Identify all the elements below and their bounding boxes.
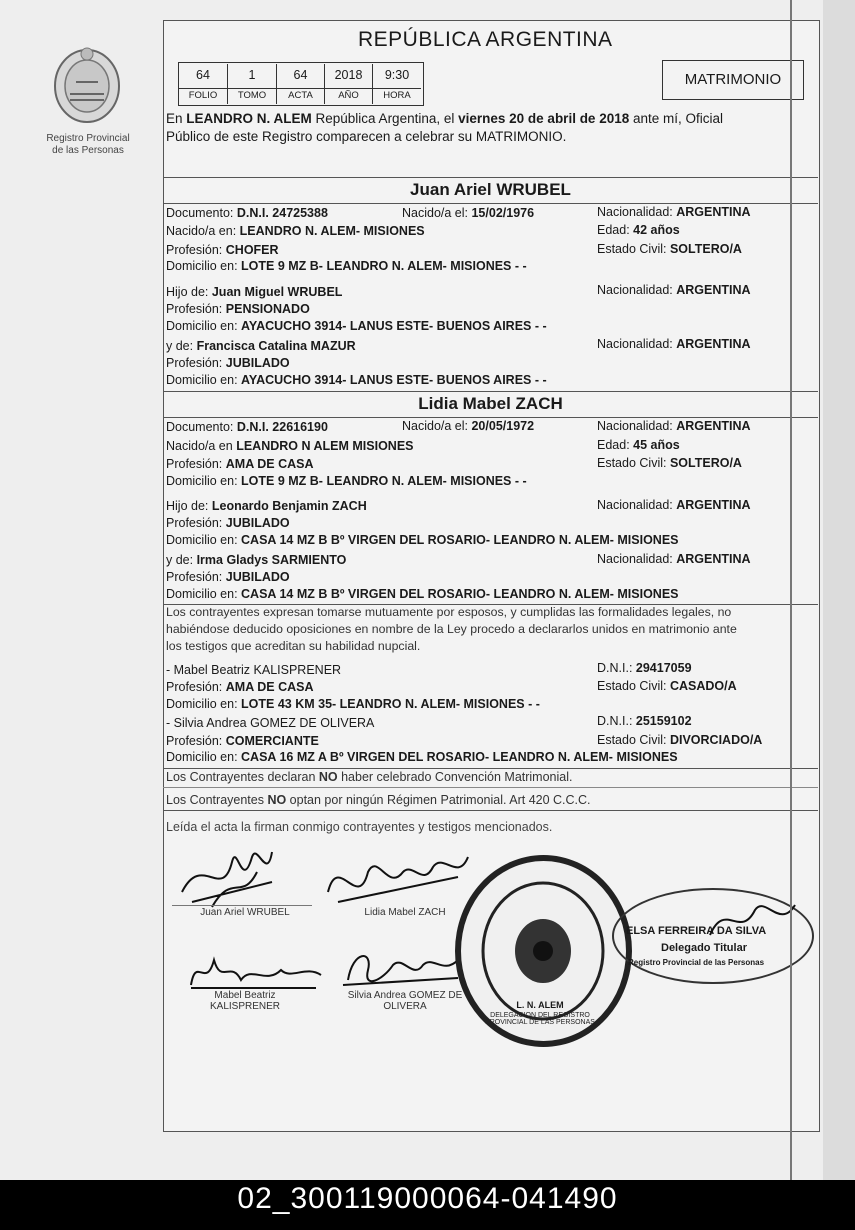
intro-place: LEANDRO N. ALEM xyxy=(186,111,312,126)
tomo-value: 1 xyxy=(248,68,256,82)
father-label: Hijo de: xyxy=(166,499,212,513)
prof-value: PENSIONADO xyxy=(225,302,310,316)
prof-label: Profesión: xyxy=(166,516,226,530)
spouse1-place xyxy=(166,224,425,238)
spouse1-father-addr xyxy=(166,319,547,333)
addr-value: CASA 14 MZ B Bº VIRGEN DEL ROSARIO- LEANDRO N. ALEM- MISIONES xyxy=(241,587,679,601)
witness2-dni xyxy=(597,714,692,728)
prof-value: AMA DE CASA xyxy=(225,680,314,694)
spouse2-name: Lidia Mabel ZACH xyxy=(418,394,563,413)
spouse2-born xyxy=(402,419,534,433)
cell-folio xyxy=(179,64,228,104)
cell-acta xyxy=(277,64,325,104)
place-value: LEANDRO N ALEM MISIONES xyxy=(236,439,414,453)
spouse1-name: Juan Ariel WRUBEL xyxy=(410,180,571,199)
divider xyxy=(163,203,818,204)
prof-label: Profesión: xyxy=(166,457,226,471)
signature-4-caption xyxy=(330,990,480,1012)
signature-3-caption xyxy=(190,990,300,1012)
mother-label: y de: xyxy=(166,339,197,353)
reading-line: Leída el acta la firman conmigo contrayentes y testigos mencionados. xyxy=(166,820,553,834)
civil-value: SOLTERO/A xyxy=(669,456,742,470)
father-label: Hijo de: xyxy=(166,285,212,299)
doc-label: Documento: xyxy=(166,206,237,220)
addr-value: CASA 16 MZ A Bº VIRGEN DEL ROSARIO- LEANDRO N. ALEM- MISIONES xyxy=(241,750,678,764)
spouse2-addr xyxy=(166,474,527,488)
prof-value: AMA DE CASA xyxy=(225,457,314,471)
addr-label: Domicilio en: xyxy=(166,259,242,273)
age-value: 45 años xyxy=(633,438,680,452)
father-value: Juan Miguel WRUBEL xyxy=(211,285,343,299)
age-label: Edad: xyxy=(597,223,634,237)
official-org: Registro Provincial de las Personas xyxy=(628,958,765,967)
spouse1-father-prof xyxy=(166,302,310,316)
c2a: Los Contrayentes xyxy=(166,793,268,807)
place-label: Nacido/a en: xyxy=(166,224,240,238)
signature-2-caption: Lidia Mabel ZACH xyxy=(364,907,446,918)
spouse2-nat xyxy=(597,419,751,433)
civil-label: Estado Civil: xyxy=(597,456,670,470)
c2c: optan por ningún Régimen Patrimonial. Art 420 C.C.C. xyxy=(286,793,591,807)
spouse2-father xyxy=(166,499,367,513)
spouse1-age xyxy=(597,223,680,237)
witness1-civil xyxy=(597,679,737,693)
spouse2-mother-nat xyxy=(597,552,751,566)
prof-label: Profesión: xyxy=(166,302,226,316)
spouse2-age xyxy=(597,438,680,452)
spouse2-father-addr xyxy=(166,533,679,547)
addr-label: Domicilio en: xyxy=(166,587,242,601)
father-value: Leonardo Benjamin ZACH xyxy=(211,499,367,513)
spouse1-mother-prof xyxy=(166,356,290,370)
hora-label: HORA xyxy=(373,88,421,101)
nat-value: ARGENTINA xyxy=(676,498,751,512)
acta-value: 64 xyxy=(293,68,308,82)
official-signature xyxy=(700,890,800,950)
civil-value: CASADO/A xyxy=(669,679,737,693)
addr-value: CASA 14 MZ B Bº VIRGEN DEL ROSARIO- LEANDRO N. ALEM- MISIONES xyxy=(241,533,679,547)
spouse2-doc xyxy=(166,420,328,434)
addr-label: Domicilio en: xyxy=(166,373,242,387)
convention-2 xyxy=(166,793,591,807)
cell-tomo xyxy=(228,64,277,104)
dni-label: D.N.I.: xyxy=(597,714,636,728)
spouse2-place xyxy=(166,439,414,453)
born-value: 15/02/1976 xyxy=(471,206,535,220)
spouse2-mother-prof xyxy=(166,570,290,584)
spouse1-mother xyxy=(166,339,356,353)
spouse2-mother xyxy=(166,553,346,567)
nat-value: ARGENTINA xyxy=(676,205,751,219)
spouse2-mother-addr xyxy=(166,587,679,601)
s3a: Mabel Beatriz xyxy=(214,990,276,1001)
addr-label: Domicilio en: xyxy=(166,697,242,711)
signature-2 xyxy=(318,842,478,917)
nat-label: Nacionalidad: xyxy=(597,498,677,512)
intro-line-2: Público de este Registro comparecen a celebrar su MATRIMONIO. xyxy=(166,129,567,144)
folio-value: 64 xyxy=(196,68,210,82)
tomo-label: TOMO xyxy=(228,88,276,101)
anio-label: AÑO xyxy=(325,88,372,101)
civil-label: Estado Civil: xyxy=(597,679,670,693)
declaration-3: los testigos que acreditan su habilidad nupcial. xyxy=(166,639,421,653)
intro-p1: En xyxy=(166,111,187,126)
declaration-2: habiéndose deducido oposiciones en nombre de la Ley procedo a declararlos unidos en matrimonio ante xyxy=(166,622,737,636)
scan-edge xyxy=(790,0,792,1180)
nat-value: ARGENTINA xyxy=(676,419,751,433)
divider xyxy=(163,177,818,178)
nat-value: ARGENTINA xyxy=(676,283,751,297)
spouse2-father-prof xyxy=(166,516,290,530)
addr-value: AYACUCHO 3914- LANUS ESTE- BUENOS AIRES - - xyxy=(241,373,547,387)
declaration-1: Los contrayentes expresan tomarse mutuamente por esposos, y cumplidas las formalidades legales, no xyxy=(166,605,732,619)
spouse1-civil xyxy=(597,242,742,256)
born-label: Nacido/a el: xyxy=(402,419,472,433)
signature-1 xyxy=(172,832,282,912)
divider xyxy=(163,810,818,811)
doc-value: D.N.I. 22616190 xyxy=(236,420,328,434)
witness1-name: - Mabel Beatriz KALISPRENER xyxy=(166,663,342,677)
spouse1-nat xyxy=(597,205,751,219)
signature-4 xyxy=(338,940,468,995)
born-label: Nacido/a el: xyxy=(402,206,472,220)
registry-label-1: Registro Provincial xyxy=(46,133,130,144)
addr-value: LOTE 9 MZ B- LEANDRO N. ALEM- MISIONES - - xyxy=(241,474,527,488)
witness2-addr xyxy=(166,750,678,764)
hora-value: 9:30 xyxy=(384,68,410,82)
cell-hora xyxy=(373,64,421,104)
nat-label: Nacionalidad: xyxy=(597,552,677,566)
intro-line-1 xyxy=(166,111,723,126)
divider xyxy=(163,787,818,788)
civil-value: SOLTERO/A xyxy=(669,242,742,256)
witness1-dni xyxy=(597,661,692,675)
nat-label: Nacionalidad: xyxy=(597,419,677,433)
intro-date: viernes 20 de abril de 2018 xyxy=(458,111,630,126)
witness2-prof xyxy=(166,734,319,748)
place-value: LEANDRO N. ALEM- MISIONES xyxy=(239,224,425,238)
seal-text: DELEGACION DEL REGISTRO PROVINCIAL DE LAS PERSONAS xyxy=(485,1012,595,1026)
dni-value: 25159102 xyxy=(635,714,692,728)
spouse1-mother-addr xyxy=(166,373,547,387)
c2b: NO xyxy=(267,793,287,807)
dni-value: 29417059 xyxy=(635,661,692,675)
spouse1-prof xyxy=(166,243,279,257)
spouse2-prof xyxy=(166,457,314,471)
nat-label: Nacionalidad: xyxy=(597,205,677,219)
prof-label: Profesión: xyxy=(166,356,226,370)
prof-label: Profesión: xyxy=(166,570,226,584)
doc-value: D.N.I. 24725388 xyxy=(236,206,328,220)
scan-edge-right xyxy=(823,0,855,1180)
witness1-addr xyxy=(166,697,540,711)
registry-label xyxy=(28,133,148,157)
convention-1 xyxy=(166,770,572,784)
anio-value: 2018 xyxy=(334,68,363,82)
prof-value: JUBILADO xyxy=(225,516,290,530)
footer-code: 02_300119000064-041490 xyxy=(237,1182,618,1215)
prof-label: Profesión: xyxy=(166,734,226,748)
cell-anio xyxy=(325,64,373,104)
divider xyxy=(163,391,818,392)
c1b: NO xyxy=(318,770,338,784)
civil-label: Estado Civil: xyxy=(597,733,670,747)
mother-value: Irma Gladys SARMIENTO xyxy=(196,553,347,567)
mother-value: Francisca Catalina MAZUR xyxy=(196,339,356,353)
intro-p3: ante mí, Oficial xyxy=(629,111,724,126)
signature-line xyxy=(172,905,312,906)
s3b: KALISPRENER xyxy=(209,1001,281,1012)
prof-value: COMERCIANTE xyxy=(225,734,319,748)
spouse1-doc xyxy=(166,206,328,220)
prof-value: CHOFER xyxy=(225,243,279,257)
born-value: 20/05/1972 xyxy=(471,419,535,433)
signature-3 xyxy=(186,950,326,995)
registry-logo xyxy=(46,42,128,128)
intro-p2: República Argentina, el xyxy=(311,111,459,126)
mother-label: y de: xyxy=(166,553,197,567)
s4b: OLIVERA xyxy=(383,1001,427,1012)
spouse1-father-nat xyxy=(597,283,751,297)
nat-value: ARGENTINA xyxy=(676,552,751,566)
age-value: 42 años xyxy=(633,223,680,237)
type-box: MATRIMONIO xyxy=(662,60,804,100)
c1a: Los Contrayentes declaran xyxy=(166,770,319,784)
prof-label: Profesión: xyxy=(166,680,226,694)
spouse2-father-nat xyxy=(597,498,751,512)
witness1-prof xyxy=(166,680,314,694)
registry-label-2: de las Personas xyxy=(52,145,124,156)
c1c: haber celebrado Convención Matrimonial. xyxy=(337,770,573,784)
witness2-name: - Silvia Andrea GOMEZ DE OLIVERA xyxy=(166,716,375,730)
dni-label: D.N.I.: xyxy=(597,661,636,675)
spouse1-father xyxy=(166,285,342,299)
civil-value: DIVORCIADO/A xyxy=(669,733,763,747)
age-label: Edad: xyxy=(597,438,634,452)
seal-inner-text: L. N. ALEM xyxy=(516,1000,564,1010)
page-title: REPÚBLICA ARGENTINA xyxy=(358,28,613,51)
addr-value: LOTE 9 MZ B- LEANDRO N. ALEM- MISIONES - - xyxy=(241,259,527,273)
addr-label: Domicilio en: xyxy=(166,474,242,488)
spouse1-addr xyxy=(166,259,527,273)
acta-label: ACTA xyxy=(277,88,324,101)
s4a: Silvia Andrea GOMEZ DE xyxy=(347,990,463,1001)
addr-label: Domicilio en: xyxy=(166,319,242,333)
nat-value: ARGENTINA xyxy=(676,337,751,351)
spouse2-civil xyxy=(597,456,742,470)
place-label: Nacido/a en xyxy=(166,439,237,453)
nat-label: Nacionalidad: xyxy=(597,337,677,351)
prof-value: JUBILADO xyxy=(225,356,290,370)
spouse1-born xyxy=(402,206,534,220)
addr-label: Domicilio en: xyxy=(166,750,242,764)
addr-value: AYACUCHO 3914- LANUS ESTE- BUENOS AIRES - - xyxy=(241,319,547,333)
official-name: ELSA FERREIRA DA SILVA xyxy=(626,925,767,937)
folio-label: FOLIO xyxy=(179,88,227,101)
witness2-civil xyxy=(597,733,762,747)
prof-label: Profesión: xyxy=(166,243,226,257)
divider xyxy=(163,768,818,769)
addr-value: LOTE 43 KM 35- LEANDRO N. ALEM- MISIONES - - xyxy=(241,697,540,711)
spouse1-mother-nat xyxy=(597,337,751,351)
addr-label: Domicilio en: xyxy=(166,533,242,547)
divider xyxy=(163,417,818,418)
prof-value: JUBILADO xyxy=(225,570,290,584)
doc-label: Documento: xyxy=(166,420,237,434)
nat-label: Nacionalidad: xyxy=(597,283,677,297)
official-role: Delegado Titular xyxy=(661,942,747,954)
civil-label: Estado Civil: xyxy=(597,242,670,256)
signature-1-caption: Juan Ariel WRUBEL xyxy=(200,907,290,918)
